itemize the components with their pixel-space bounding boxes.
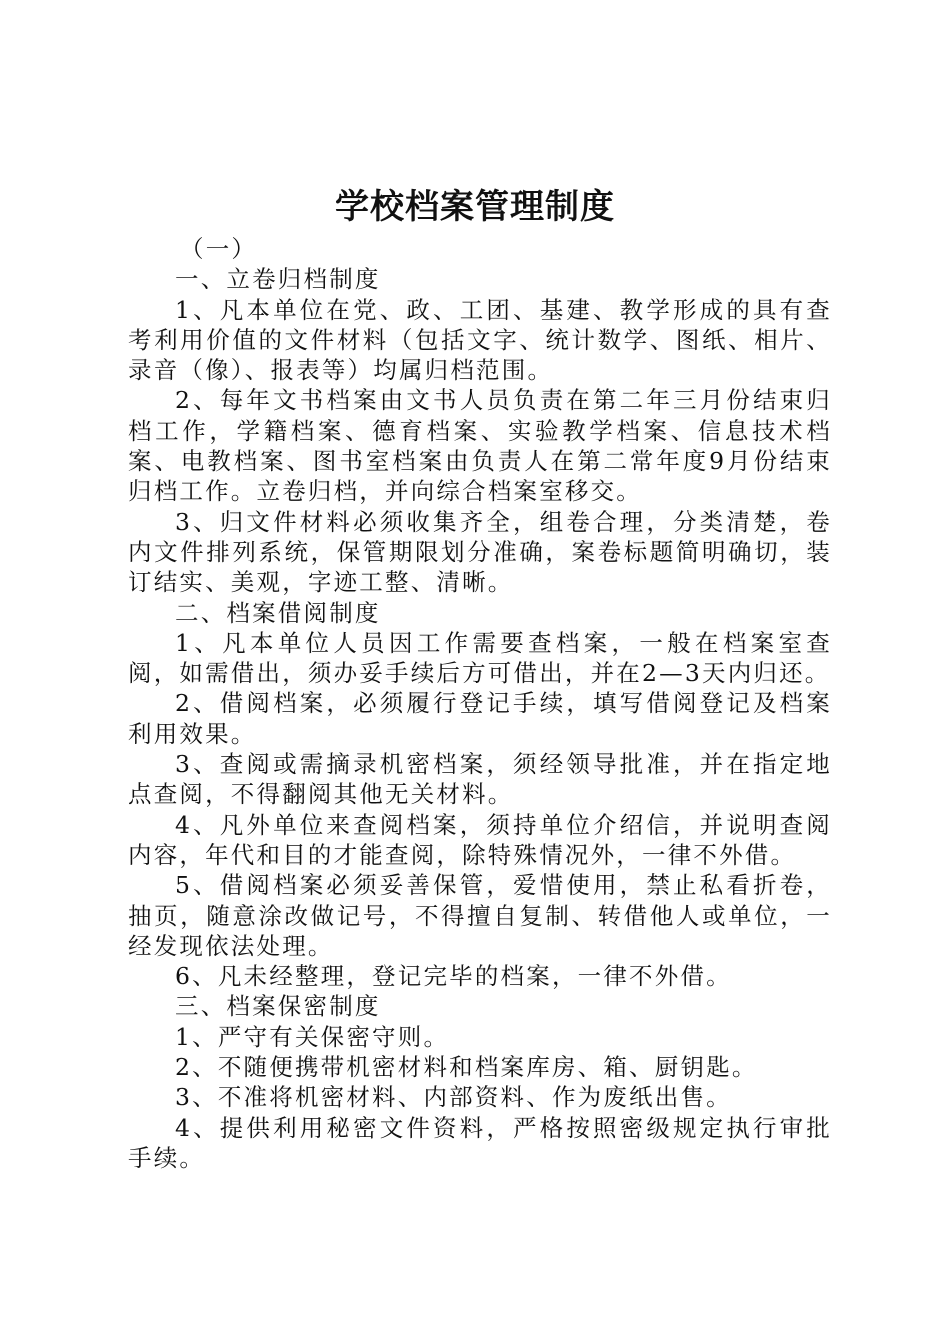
paragraph: 3、查阅或需摘录机密档案，须经领导批准，并在指定地点查阅，不得翻阅其他无关材料。 [128,750,832,809]
paragraph: 1、凡本单位在党、政、工团、基建、教学形成的具有查考利用价值的文件材料（包括文字、统计数学、图纸、相片、录音（像）、报表等）均属归档范围。 [128,295,832,385]
paragraph: 2、借阅档案，必须履行登记手续，填写借阅登记及档案利用效果。 [128,689,832,748]
section-heading: 一、立卷归档制度 [175,265,381,294]
part-label: （一） [180,235,258,263]
paragraph: 3、不准将机密材料、内部资料、作为废纸出售。 [175,1083,732,1112]
page-title: 学校档案管理制度 [335,187,615,227]
paragraph: 6、凡未经整理，登记完毕的档案，一律不外借。 [175,962,732,991]
section-heading: 二、档案借阅制度 [175,598,381,627]
paragraph: 2、不随便携带机密材料和档案库房、箱、厨钥匙。 [175,1053,758,1082]
paragraph: 2、每年文书档案由文书人员负责在第二年三月份结束归档工作，学籍档案、德育档案、实验教学档案、信息技术档案、电教档案、图书室档案由负责人在第二常年度9月份结束归档工作。立卷归档，并向综合档案室移交。 [128,386,832,506]
paragraph: 1、凡本单位人员因工作需要查档案，一般在档案室查阅，如需借出，须办妥手续后方可借出，并在2—3天内归还。 [128,628,832,688]
paragraph: 4、提供利用秘密文件资料，严格按照密级规定执行审批手续。 [128,1113,832,1172]
paragraph: 1、严守有关保密守则。 [175,1022,450,1051]
paragraph: 5、借阅档案必须妥善保管，爱惜使用，禁止私看折卷，抽页，随意涂改做记号，不得擅自复制、转借他人或单位，一经发现依法处理。 [128,871,832,960]
section-heading: 三、档案保密制度 [175,992,381,1021]
paragraph: 4、凡外单位来查阅档案，须持单位介绍信，并说明查阅内容，年代和目的才能查阅，除特殊情况外，一律不外借。 [128,810,832,869]
document-body [128,234,832,1173]
paragraph: 3、归文件材料必须收集齐全，组卷合理，分类清楚，卷内文件排列系统，保管期限划分准确，案卷标题简明确切，装订结实、美观，字迹工整、清晰。 [128,507,832,597]
